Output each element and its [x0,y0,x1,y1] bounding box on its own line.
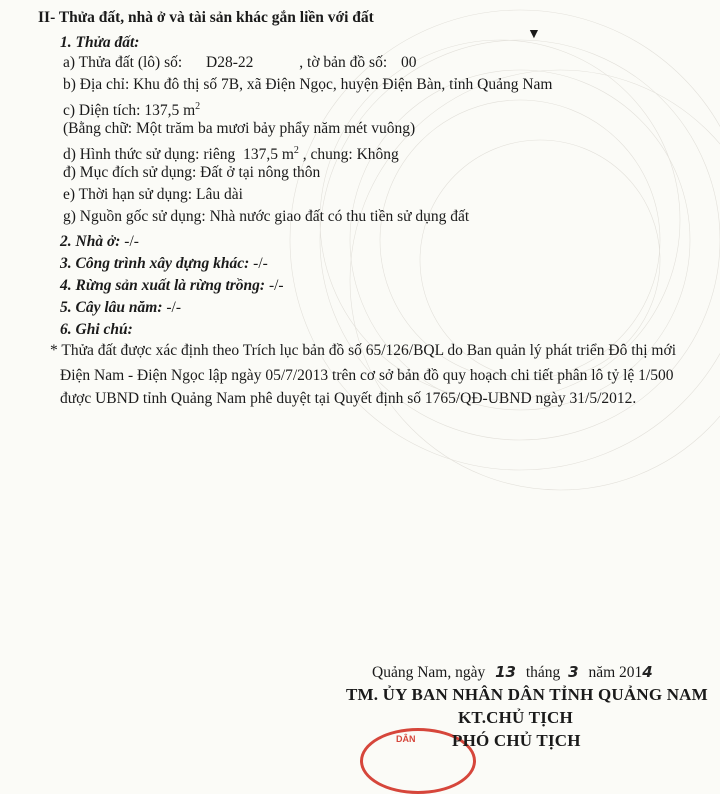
house-row [60,232,139,252]
section-title: II- Thửa đất, nhà ở và tài sản khác gắn liền với đất [38,9,374,26]
forest-row [60,276,284,296]
corner-mark: ▼ [527,27,541,42]
land-plot-row [63,53,417,73]
land-usage-form-row [63,141,399,165]
usage-form-unit-sup: 2 [293,145,299,156]
usage-form-prefix: d) Hình thức sử dụng: riêng [63,146,236,164]
notes-label: 6. Ghi chú: [60,321,133,338]
signature-kt: KT.CHỦ TỊCH [458,708,573,727]
house-value: -/- [124,233,139,250]
land-origin: g) Nguồn gốc sử dụng: Nhà nước giao đất có thu tiền sử dụng đất [63,208,470,225]
land-term: e) Thời hạn sử dụng: Lâu dài [63,186,243,203]
area-unit-sup: 2 [195,101,201,112]
usage-form-area: 137,5 m [243,146,294,164]
usage-form-suffix: , chung: Không [302,146,399,164]
area-value: 137,5 m [144,102,196,120]
forest-label: 4. Rừng sản xuất là rừng trồng: [60,277,266,294]
seal-fragment-text: DÂN [396,734,416,744]
house-label: 2. Nhà ở: [60,233,121,250]
trees-label: 5. Cây lâu năm: [60,299,163,316]
plot-number: D28-22 [206,54,254,71]
date-place-prefix: Quảng Nam, ngày [372,664,486,681]
land-purpose: đ) Mục đích sử dụng: Đất ở tại nông thôn [63,164,321,181]
land-area-words: (Bằng chữ: Một trăm ba mươi bảy phẩy năm mét vuông) [63,120,416,137]
plot-label: a) Thửa đất (lô) số: [63,54,183,71]
note-line-2: Điện Nam - Điện Ngọc lập ngày 05/7/2013 trên cơ sở bản đồ quy hoạch chi tiết phân lô tỷ lệ 1/500 [60,367,674,384]
signature-vice-chair: PHÓ CHỦ TỊCH [452,731,581,750]
land-address: b) Địa chỉ: Khu đô thị số 7B, xã Điện Ngọc, huyện Điện Bàn, tỉnh Quảng Nam [63,76,553,93]
area-label: c) Diện tích: [63,102,141,120]
date-month: 3 [568,663,579,681]
land-heading: 1. Thửa đất: [60,34,140,51]
date-day: 13 [495,663,516,681]
date-month-label: tháng [525,664,561,681]
note-line-3: được UBND tỉnh Quảng Nam phê duyệt tại Quyết định số 1765/QĐ-UBND ngày 31/5/2012. [60,390,637,407]
forest-value: -/- [268,277,284,294]
construction-row [60,254,268,274]
construction-value: -/- [253,255,268,272]
land-area-row [63,97,200,121]
signature-org: TM. ỦY BAN NHÂN DÂN TỈNH QUẢNG NAM [346,685,708,704]
trees-row [60,298,181,318]
note-line-1: * Thửa đất được xác định theo Trích lục bản đồ số 65/126/BQL do Ban quản lý phát triển Đô thị mới [50,342,676,359]
date-year-label: năm 201 [588,664,643,681]
map-sheet-label: , tờ bản đồ số: [299,54,388,71]
date-year-digit: 4 [642,663,653,681]
trees-value: -/- [166,299,181,316]
map-sheet-number: 00 [401,54,417,71]
construction-label: 3. Công trình xây dựng khác: [60,255,250,272]
signature-date [372,662,653,683]
